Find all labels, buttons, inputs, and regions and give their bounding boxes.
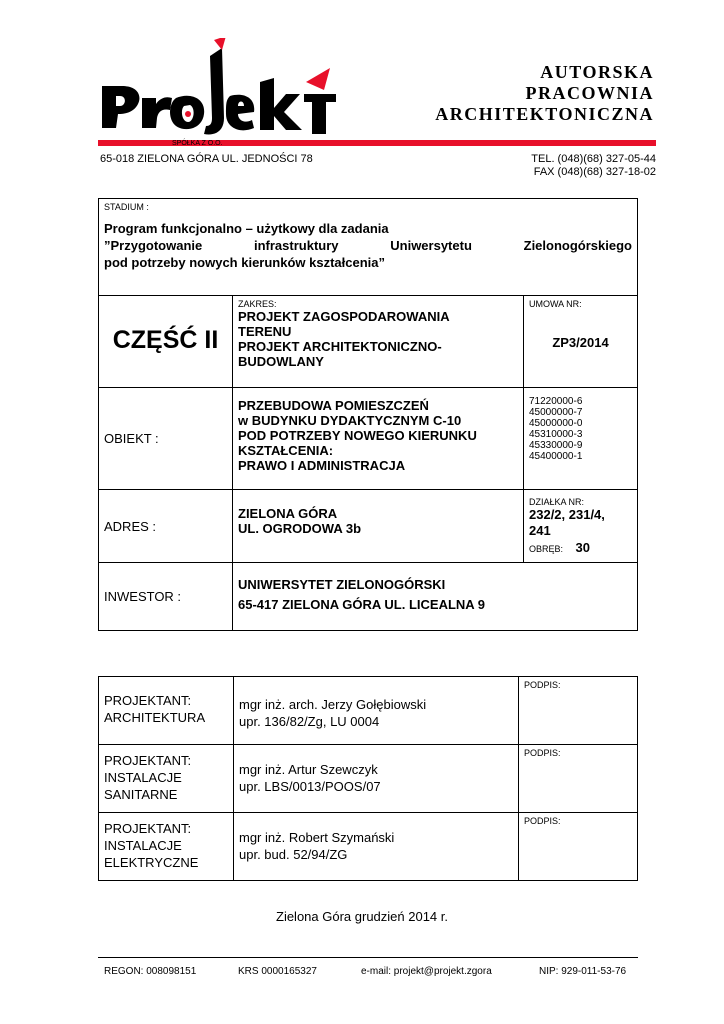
cpv-code: 71220000-6 [529, 396, 583, 407]
obiekt-label-cell [99, 388, 233, 490]
designer-role-line: SANITARNE [104, 787, 178, 802]
cpv-code: 45310000-3 [529, 429, 583, 440]
designer-role-cell [99, 677, 234, 745]
part-title: CZĘŚĆ II [112, 326, 219, 354]
designer-role-cell [99, 813, 234, 881]
firm-line: AUTORSKA [540, 62, 654, 82]
designer-role-line: PROJEKTANT: [104, 693, 192, 708]
signature-label: PODPIS: [524, 816, 561, 826]
designer-role-line: ARCHITEKTURA [104, 710, 206, 725]
cpv-codes [529, 396, 632, 462]
place-date: Zielona Góra grudzień 2014 r. [276, 909, 448, 924]
cpv-codes-cell [524, 388, 638, 490]
designer-row [99, 745, 638, 813]
designer-role-cell [99, 745, 234, 813]
designer-role [104, 692, 228, 726]
designer-name-cell [234, 677, 519, 745]
designer-row [99, 677, 638, 745]
obiekt-label: OBIEKT : [104, 431, 159, 446]
stadium-line: pod potrzeby nowych kierunków kształcenia” [104, 255, 386, 270]
cpv-code: 45330000-9 [529, 440, 583, 451]
footer-nip: NIP: 929-011-53-76 [539, 966, 627, 977]
designer-role-line: PROJEKTANT: [104, 753, 192, 768]
company-contact [531, 153, 656, 179]
designer-name [239, 761, 513, 795]
cpv-code: 45400000-1 [529, 451, 583, 462]
footer-email: e-mail: projekt@projekt.zgora [361, 966, 492, 977]
designer-name-line: mgr inż. Robert Szymański [239, 830, 395, 845]
zakres-line: PROJEKT ARCHITEKTONICZNO- [238, 339, 442, 354]
zakres-line: TERENU [238, 324, 292, 339]
umowa-cell [524, 296, 638, 388]
cpv-code: 45000000-7 [529, 407, 583, 418]
designer-license-line: upr. bud. 52/94/ZG [239, 847, 348, 862]
designer-name-line: mgr inż. arch. Jerzy Gołębiowski [239, 697, 427, 712]
dzialka-line: 241 [529, 523, 551, 538]
phone-number: TEL. (048)(68) 327-05-44 [531, 153, 656, 165]
obiekt-line: KSZTAŁCENIA: [238, 443, 334, 458]
obiekt-line: PRAWO I ADMINISTRACJA [238, 458, 406, 473]
footer-divider [98, 957, 638, 958]
zakres-cell [233, 296, 524, 388]
stadium-description [104, 220, 632, 271]
inwestor-label: INWESTOR : [104, 589, 182, 604]
inwestor-cell [233, 563, 638, 631]
obiekt-line: POD POTRZEBY NOWEGO KIERUNKU [238, 428, 477, 443]
company-address: 65-018 ZIELONA GÓRA UL. JEDNOŚCI 78 [100, 153, 313, 165]
designer-role-line: INSTALACJE [104, 838, 182, 853]
signature-label: PODPIS: [524, 680, 561, 690]
designer-name [239, 696, 513, 730]
signature-cell [519, 745, 638, 813]
stadium-cell [99, 199, 638, 296]
stadium-line: Program funkcjonalno – użytkowy dla zadania [104, 221, 389, 236]
stadium-word: Uniwersytetu [390, 238, 472, 253]
obiekt-cell [233, 388, 524, 490]
firm-line: ARCHITEKTONICZNA [435, 104, 654, 124]
firm-line: PRACOWNIA [525, 83, 654, 103]
fax-number: FAX (048)(68) 327-18-02 [533, 166, 656, 178]
obreb-number: 30 [575, 540, 590, 555]
stadium-word: ”Przygotowanie [104, 238, 203, 253]
signature-cell [519, 677, 638, 745]
designer-role-line: INSTALACJE [104, 770, 182, 785]
obiekt-description [238, 398, 518, 473]
firm-name [435, 62, 654, 125]
obiekt-line: PRZEBUDOWA POMIESZCZEŃ [238, 398, 429, 413]
zakres-line: BUDOWLANY [238, 354, 324, 369]
designer-role [104, 820, 228, 871]
inwestor-line: UNIWERSYTET ZIELONOGÓRSKI [238, 577, 446, 592]
footer-krs: KRS 0000165327 [238, 966, 317, 977]
company-type: SPÓŁKA Z O.O. [172, 140, 223, 147]
designer-row [99, 813, 638, 881]
dzialka-line: 232/2, 231/4, [529, 507, 605, 522]
designer-name-line: mgr inż. Artur Szewczyk [239, 762, 378, 777]
signature-cell [519, 813, 638, 881]
designers-table [98, 676, 638, 881]
stadium-line [104, 237, 632, 254]
designer-name-cell [234, 745, 519, 813]
designer-license-line: upr. LBS/0013/POOS/07 [239, 779, 381, 794]
footer-regon: REGON: 008098151 [104, 966, 197, 977]
zakres-line: PROJEKT ZAGOSPODAROWANIA [238, 309, 450, 324]
designer-role-line: PROJEKTANT: [104, 821, 192, 836]
stadium-label: STADIUM : [104, 202, 149, 212]
designer-role-line: ELEKTRYCZNE [104, 855, 199, 870]
designer-license-line: upr. 136/82/Zg, LU 0004 [239, 714, 380, 729]
adres-line: ZIELONA GÓRA [238, 506, 338, 521]
umowa-number: ZP3/2014 [552, 335, 609, 350]
inwestor-text [238, 575, 632, 615]
stadium-word: Zielonogórskiego [523, 238, 632, 253]
adres-cell [233, 490, 524, 563]
adres-label: ADRES : [104, 518, 157, 534]
designer-name-cell [234, 813, 519, 881]
company-logo [98, 38, 338, 140]
obreb [529, 539, 632, 557]
dzialka-number [529, 507, 632, 539]
designer-name [239, 829, 513, 863]
adres-label-cell [99, 490, 233, 563]
part-cell [99, 296, 233, 388]
adres-text [238, 506, 518, 536]
adres-line: UL. OGRODOWA 3b [238, 521, 362, 536]
obreb-label: OBRĘB: [529, 544, 564, 554]
zakres-text [238, 309, 518, 369]
zakres-label: ZAKRES: [238, 299, 277, 309]
cpv-code: 45000000-0 [529, 418, 583, 429]
obiekt-line: w BUDYNKU DYDAKTYCZNYM C-10 [238, 413, 462, 428]
dzialka-cell [524, 490, 638, 563]
project-info-table [98, 198, 638, 631]
signature-label: PODPIS: [524, 748, 561, 758]
stadium-word: infrastruktury [253, 238, 339, 253]
umowa-label: UMOWA NR: [529, 299, 582, 309]
designer-role [104, 752, 228, 803]
dzialka-label: DZIAŁKA NR: [529, 497, 585, 507]
inwestor-label-cell [99, 563, 233, 631]
inwestor-line: 65-417 ZIELONA GÓRA UL. LICEALNA 9 [238, 597, 486, 612]
